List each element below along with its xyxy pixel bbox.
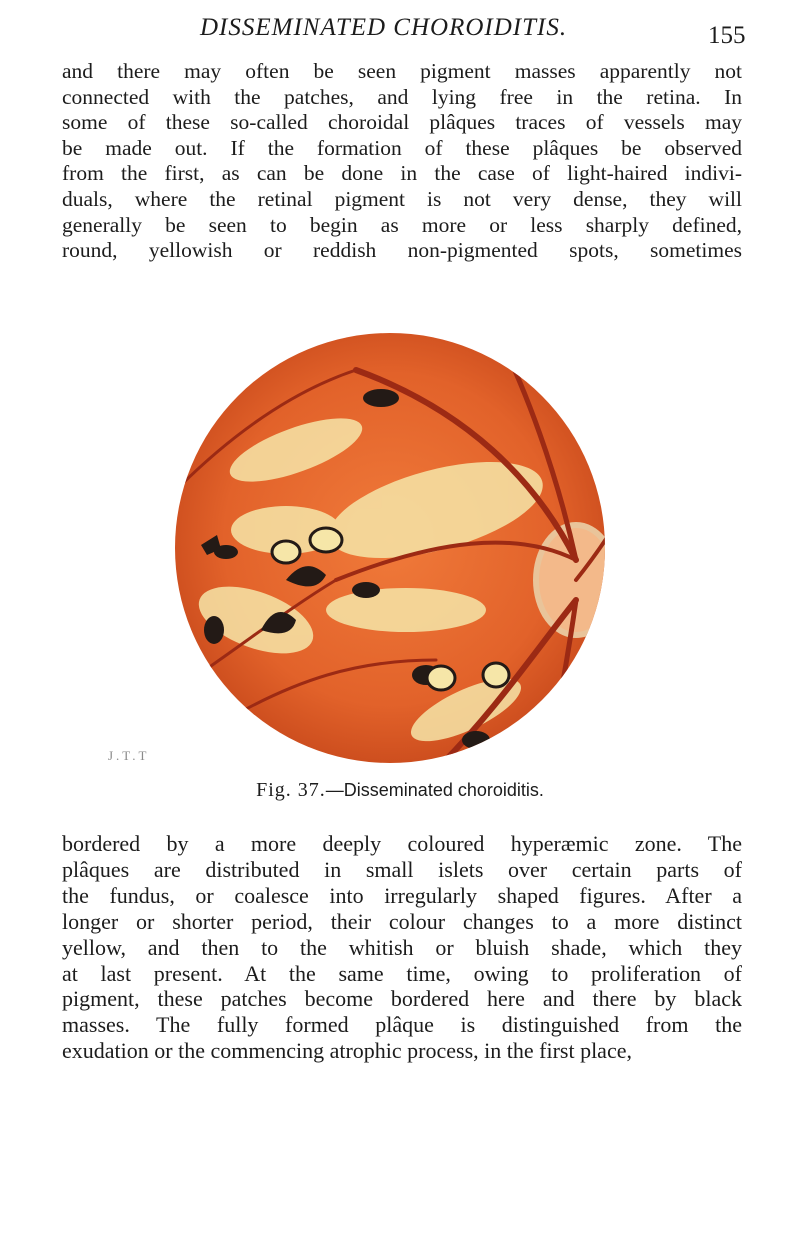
text-line: connected with the patches, and lying free in the retina. In: [62, 84, 742, 109]
text-line: some of these so-called choroidal plâques traces of vessels may: [62, 110, 742, 135]
ringed-plaque: [272, 541, 300, 563]
text-line: round, yellowish or reddish non-pigmented spots, sometimes: [62, 238, 742, 263]
pigment-mass: [204, 616, 224, 644]
running-head: DISSEMINATED CHOROIDITIS.: [200, 14, 568, 41]
plaque-patch: [326, 588, 486, 632]
page-number: 155: [708, 22, 746, 49]
text-line: duals, where the retinal pigment is not very dense, they will: [62, 186, 742, 211]
text-line: plâques are distributed in small islets over certain parts of: [62, 856, 742, 882]
figure-label: Fig. 37.: [256, 779, 326, 801]
text-line: and there may often be seen pigment masses apparently not: [62, 59, 742, 83]
text-line: longer or shorter period, their colour changes to a more distinct: [62, 908, 742, 934]
pigment-mass: [572, 726, 600, 754]
figure-caption: [0, 779, 800, 802]
ringed-plaque: [576, 726, 596, 750]
text-line: be made out. If the formation of these plâques be observed: [62, 135, 742, 160]
text-line: masses. The fully formed plâque is distinguished from the: [62, 1012, 742, 1038]
pigment-mass: [363, 389, 399, 407]
pigment-mass: [462, 731, 490, 749]
ringed-plaque: [427, 666, 455, 690]
ringed-plaque: [483, 663, 509, 687]
pigment-mass: [352, 582, 380, 598]
paragraph-bottom: [62, 831, 742, 1064]
text-line: bordered by a more deeply coloured hyperæmic zone. The: [62, 831, 742, 856]
text-line: the fundus, or coalesce into irregularly shaped figures. After a: [62, 882, 742, 908]
text-line: at last present. At the same time, owing to proliferation of: [62, 960, 742, 986]
text-line: pigment, these patches become bordered here and there by black: [62, 986, 742, 1012]
fundus-drawing: [136, 330, 646, 770]
paragraph-top: [62, 59, 742, 264]
artist-mark: J.T.T: [108, 748, 150, 763]
text-line: generally be seen to begin as more or less sharply defined,: [62, 212, 742, 237]
text-line: from the first, as can be done in the case of light-haired indivi-: [62, 161, 742, 186]
figure-caption-text: —Disseminated choroiditis.: [325, 780, 544, 800]
text-line: yellow, and then to the whitish or bluish shade, which they: [62, 934, 742, 960]
fundus-illustration: [136, 330, 646, 830]
ringed-plaque: [310, 528, 342, 552]
pigment-mass: [214, 545, 238, 559]
text-line: exudation or the commencing atrophic process, in the first place,: [62, 1038, 632, 1064]
